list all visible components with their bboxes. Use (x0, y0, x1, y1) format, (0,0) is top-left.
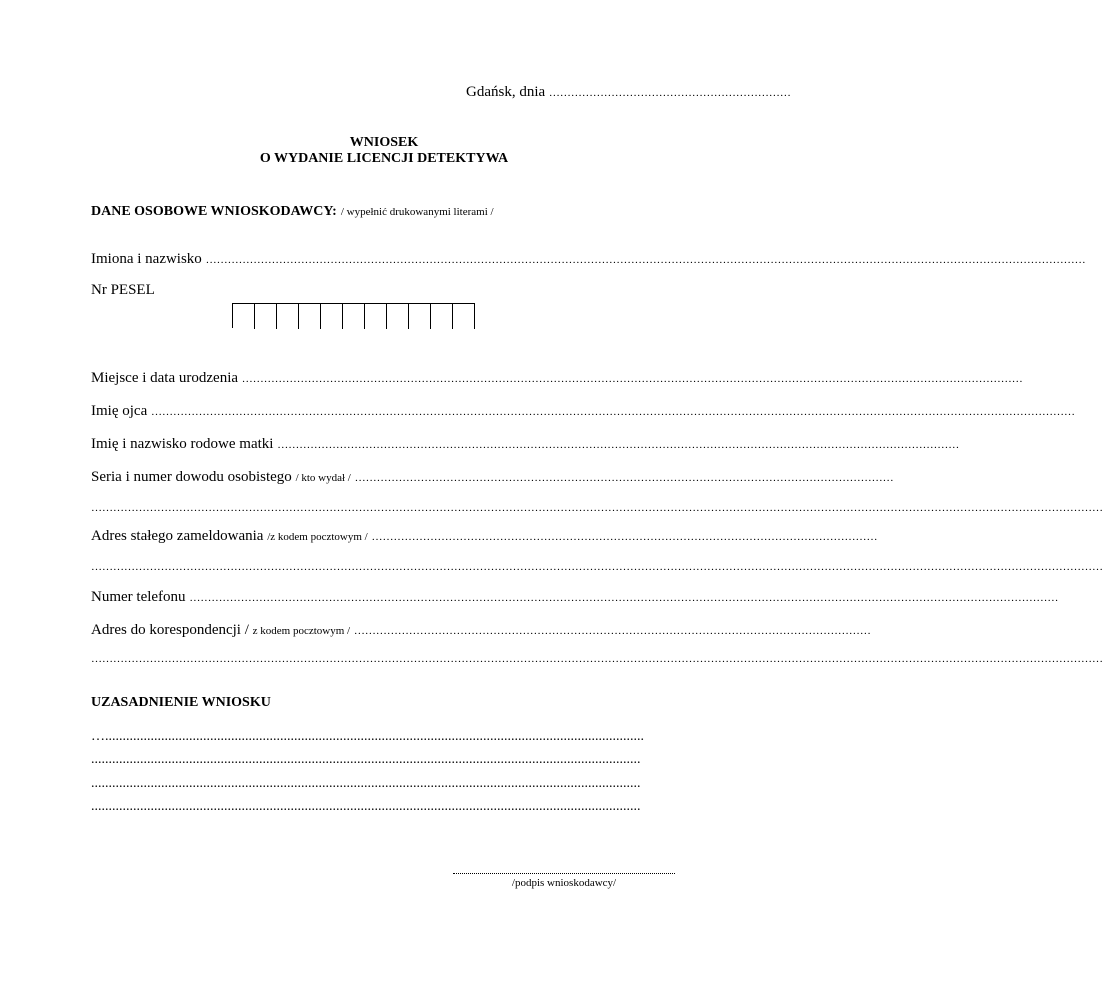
id-card-label: Seria i numer dowodu osobistego (91, 469, 292, 485)
correspondence-row (91, 622, 871, 639)
mother-label: Imię i nazwisko rodowe matki (91, 436, 274, 452)
justification-line[interactable]: ............................................................................................................................................................. (91, 752, 641, 767)
address-field-continued[interactable]: …………………………………………………………………………………………………………………………………………………………………………………………………………………………………………………… (91, 561, 1103, 573)
pesel-divider (364, 304, 365, 329)
correspondence-label: Adres do korespondencji / (91, 622, 249, 638)
birth-row (91, 370, 1023, 387)
birth-label: Miejsce i data urodzenia (91, 370, 239, 386)
personal-data-heading: DANE OSOBOWE WNIOSKODAWCY: (91, 204, 337, 219)
full-name-row (91, 251, 1086, 268)
justification-line[interactable]: ............................................................................................................................................................. (91, 799, 641, 814)
pesel-divider (254, 304, 255, 329)
signature-caption: /podpis wnioskodawcy/ (511, 877, 617, 889)
document-title: WNIOSEK (349, 135, 419, 150)
pesel-divider (342, 304, 343, 329)
address-label: Adres stałego zameldowania (91, 528, 264, 544)
mother-field[interactable]: …………………………………………………………………………………………………………………………………………………………………… (277, 439, 960, 451)
pesel-divider (298, 304, 299, 329)
correspondence-note: z kodem pocztowym / (252, 625, 351, 637)
mother-row (91, 436, 960, 453)
pesel-label: Nr PESEL (91, 282, 155, 298)
address-field[interactable]: ………………………………………………………………………………………………………………………… (371, 531, 878, 543)
signature-line[interactable] (453, 873, 675, 874)
full-name-field[interactable]: …………………………………………………………………………………………………………………………………………………………………………………………………………………… (205, 254, 1086, 266)
pesel-divider (386, 304, 387, 329)
personal-data-heading-row (91, 202, 494, 220)
pesel-boxes[interactable] (232, 303, 475, 328)
correspondence-field-continued[interactable]: …………………………………………………………………………………………………………………………………………………………………………………………………………………………………………………… (91, 653, 1103, 665)
place-date-line (466, 84, 791, 101)
phone-field[interactable]: ………………………………………………………………………………………………………………………………………………………………………………………………………………… (189, 592, 1059, 604)
id-card-field[interactable]: ………………………………………………………………………………………………………………………………… (354, 472, 894, 484)
id-card-field-continued[interactable]: …………………………………………………………………………………………………………………………………………………………………………………………………………………………………………………… (91, 502, 1103, 514)
pesel-divider (430, 304, 431, 329)
father-field[interactable]: ……………………………………………………………………………………………………………………………………………………………………………………………………………………………… (150, 406, 1075, 418)
pesel-divider (320, 304, 321, 329)
pesel-divider (452, 304, 453, 329)
full-name-label: Imiona i nazwisko (91, 251, 202, 267)
personal-data-note: / wypełnić drukowanymi literami / (340, 206, 494, 218)
justification-ellipsis: … (91, 729, 105, 744)
document-subtitle: O WYDANIE LICENCJI DETEKTYWA (259, 151, 509, 166)
birth-field[interactable]: …………………………………………………………………………………………………………………………………………………………………………………………… (241, 373, 1023, 385)
father-row (91, 403, 1075, 420)
id-card-note: / kto wydał / (295, 472, 351, 484)
pesel-divider (408, 304, 409, 329)
justification-line[interactable]: ............................................................................................................................................................. (91, 776, 641, 791)
place-date-label: Gdańsk, dnia (466, 84, 546, 100)
father-label: Imię ojca (91, 403, 148, 419)
id-card-row (91, 469, 894, 486)
pesel-divider (474, 304, 475, 329)
correspondence-field[interactable]: …………………………………………………………………………………………………………………………… (353, 625, 871, 637)
address-note: /z kodem pocztowym / (267, 531, 368, 543)
pesel-divider (276, 304, 277, 329)
justification-line[interactable]: ….......................................................................................................................................................... (91, 729, 644, 744)
address-row (91, 528, 878, 545)
phone-row (91, 589, 1059, 606)
date-fill-dots[interactable]: ………………………………………………………… (548, 87, 791, 99)
phone-label: Numer telefonu (91, 589, 186, 605)
justification-heading: UZASADNIENIE WNIOSKU (91, 695, 271, 710)
